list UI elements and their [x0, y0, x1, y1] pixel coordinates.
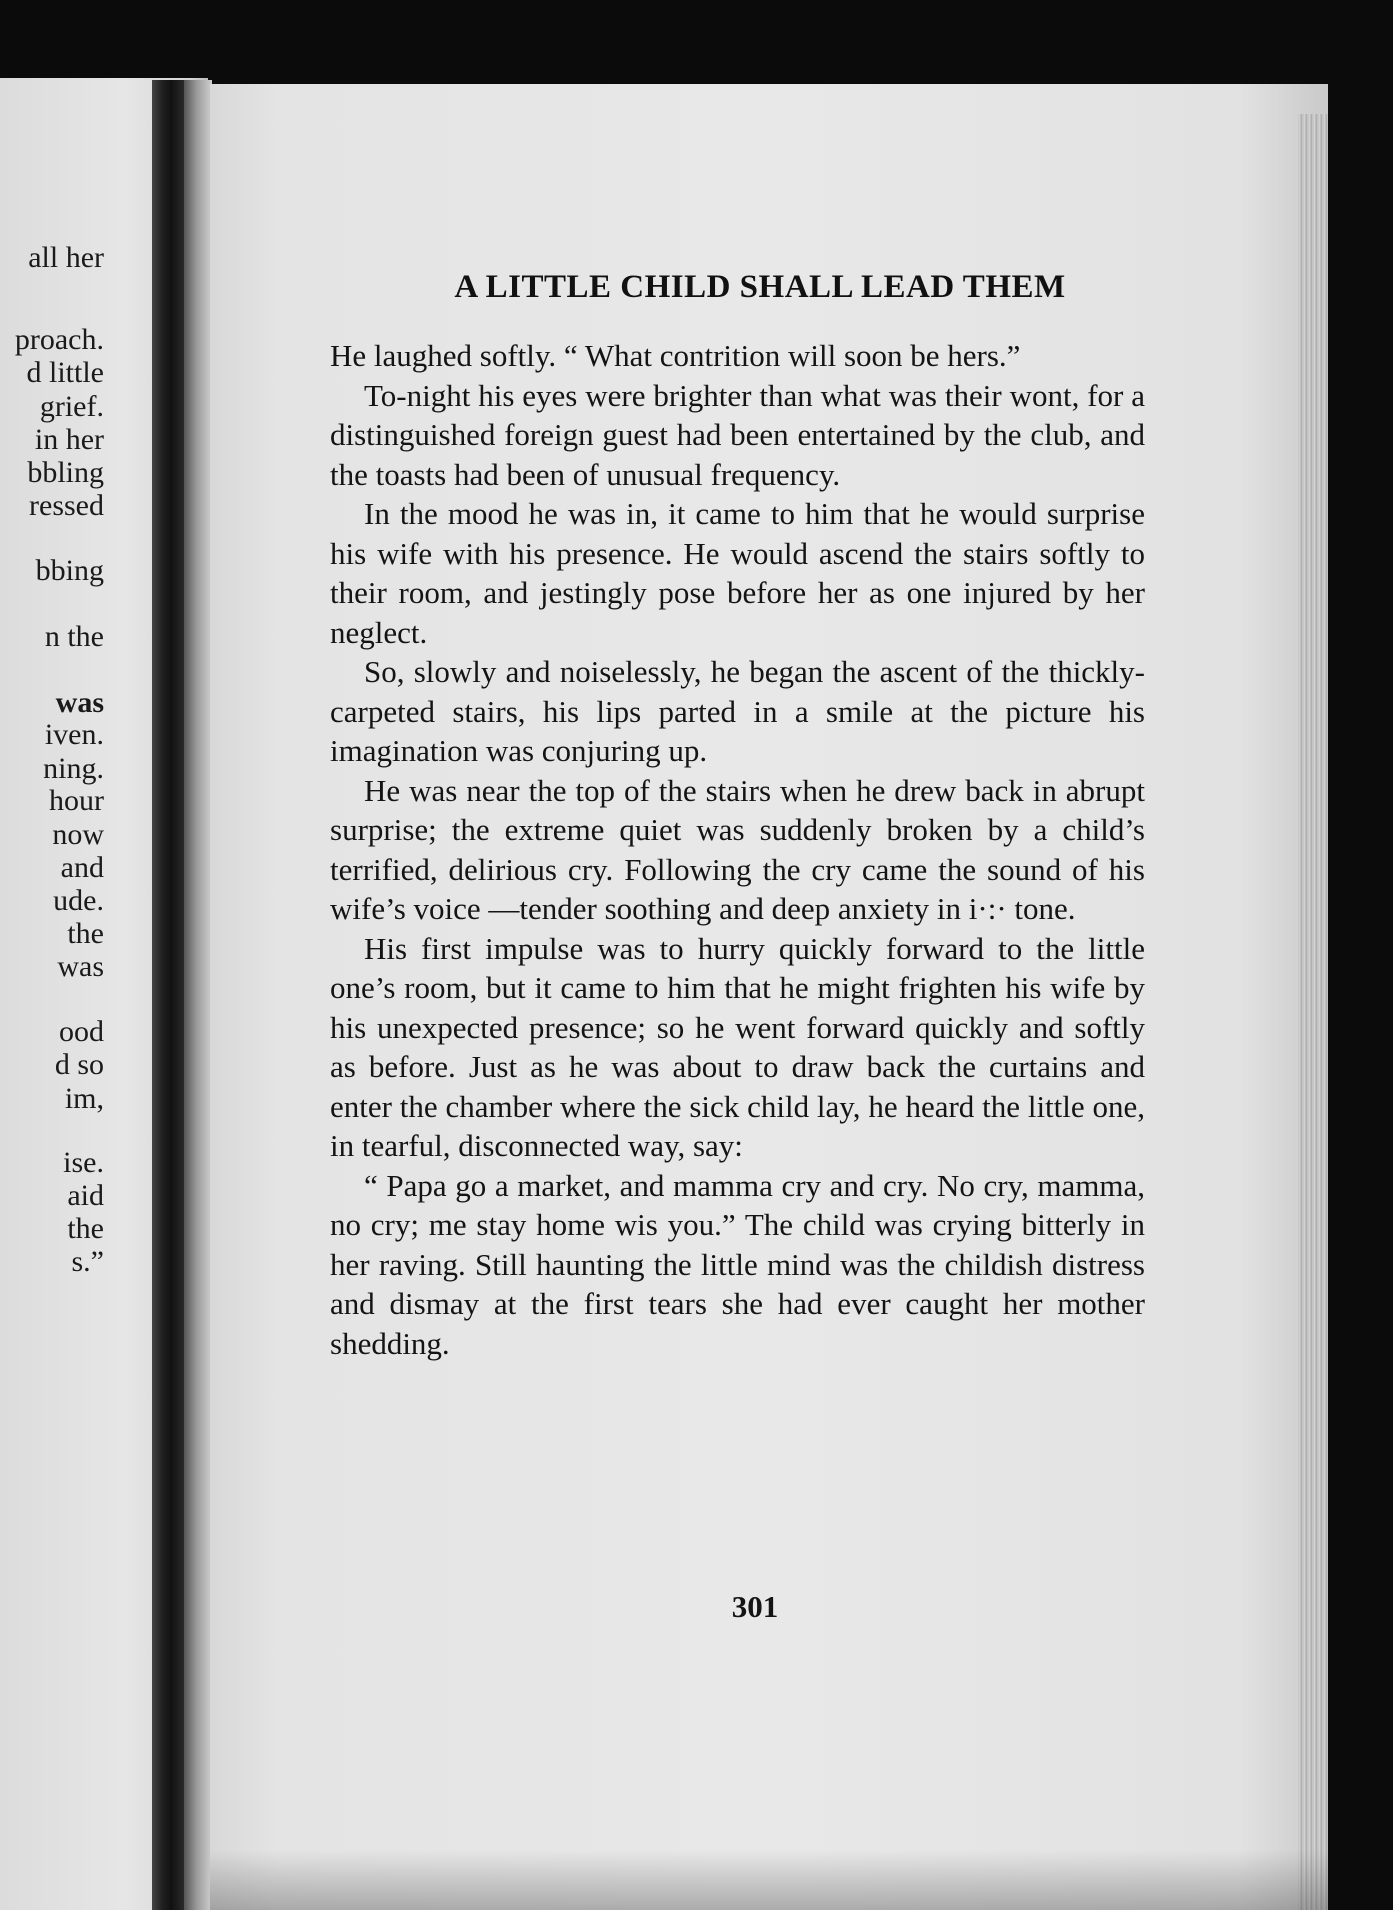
paragraph: He laughed softly. “ What contrition will soon be hers.”	[330, 338, 1021, 373]
facing-page-line: all her	[28, 241, 104, 274]
facing-page-line: ood	[59, 1015, 104, 1048]
facing-page-line: d so	[54, 1048, 104, 1081]
facing-page-line: in her	[34, 423, 104, 456]
facing-page-line: ise.	[63, 1146, 104, 1179]
facing-page-line: was	[55, 686, 104, 719]
facing-page-line: was	[57, 950, 104, 983]
paragraph: To-night his eyes were brighter than what was their wont, for a distinguished foreign guest had been entertained by the club, and the toasts had been of unusual frequency.	[330, 377, 1145, 492]
facing-page-line: the	[67, 917, 104, 950]
book-binding	[152, 80, 184, 1910]
page-edges	[1298, 114, 1328, 1910]
facing-page-line: bbling	[27, 456, 104, 489]
gutter-shadow	[184, 80, 212, 1910]
paragraph: He was near the top of the stairs when he drew back in abrupt surprise; the extreme quiet was suddenly broken by a child’s terrified, delirious cry. Following the cry came the sound of his wife’s voice —tender soothing and deep anxiety in i·:· tone.	[330, 772, 1145, 926]
facing-page-line: s.”	[71, 1245, 104, 1278]
facing-page-line: the	[67, 1212, 104, 1245]
page-number: 301	[731, 1589, 779, 1624]
facing-page-line: proach.	[14, 323, 104, 356]
facing-page-line: aid	[67, 1179, 104, 1212]
page-bottom-shadow	[210, 1850, 1328, 1910]
facing-page-line: n the	[44, 620, 104, 653]
facing-page-line: ude.	[53, 884, 104, 917]
paragraph: In the mood he was in, it came to him that he would surprise his wife with his presence. He would ascend the stairs softly to their room, and jestingly pose before her as one injured by her neglect.	[330, 496, 1145, 650]
paragraph: “ Papa go a market, and mamma cry and cry. No cry, mamma, no cry; me stay home wis you.” The child was crying bitterly in her raving. Still haunting the little mind was the childish distress and dismay at the first tears she had ever caught her mother shedding.	[330, 1167, 1145, 1361]
facing-page-line: im,	[64, 1082, 104, 1115]
facing-page-line: bbing	[35, 554, 104, 587]
facing-page-line: ning.	[43, 752, 104, 785]
facing-page-line: ressed	[29, 489, 104, 522]
facing-page-line: iven.	[44, 718, 104, 751]
page	[210, 84, 1328, 1910]
body-text	[330, 336, 1145, 1363]
facing-page-line: and	[60, 851, 104, 884]
facing-page-line: now	[52, 818, 104, 851]
facing-page-line: grief.	[39, 390, 104, 423]
paragraph: His first impulse was to hurry quickly forward to the little one’s room, but it came to him that he might frighten his wife by his unexpected presence; so he went forward quickly and softly as before. Just as he was about to draw back the curtains and enter the chamber where the sick child lay, he heard the little one, in tearful, disconnected way, say:	[330, 930, 1145, 1163]
facing-page-line: hour	[49, 784, 104, 817]
running-head: A LITTLE CHILD SHALL LEAD THEM	[454, 269, 1066, 305]
paragraph: So, slowly and noiselessly, he began the ascent of the thickly-carpeted stairs, his lips parted in a smile at the picture his imagination was conjuring up.	[330, 654, 1145, 768]
facing-page-line: d little	[26, 356, 104, 389]
